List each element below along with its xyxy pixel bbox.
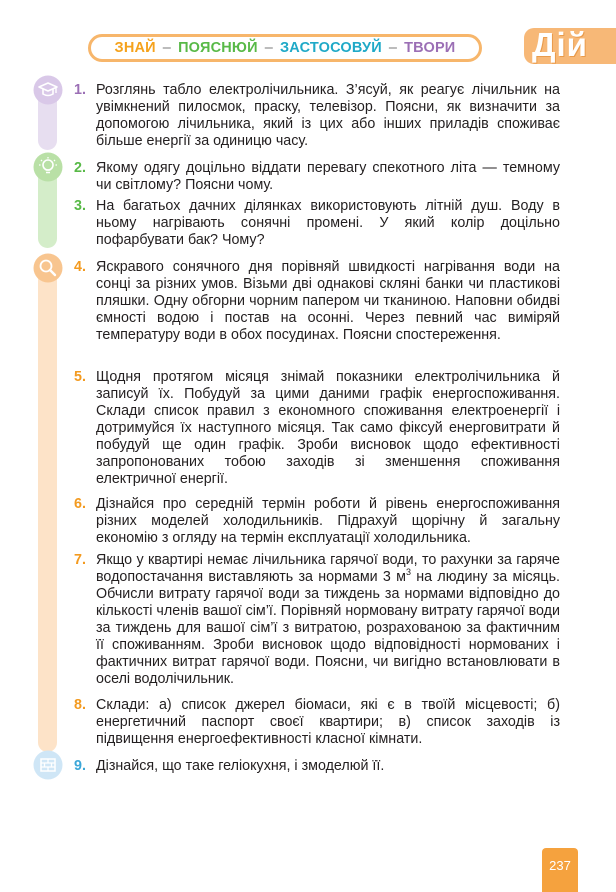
task-text: На багатьох дачних ділянках використовують літній душ. Воду в ньому нагрівають сонячні промені. У який колір доцільно пофарбувати бак? Чому? bbox=[96, 198, 560, 248]
task-text: Якому одягу доцільно віддати перевагу спекотного літа — темному чи світлому? Поясни чому. bbox=[96, 160, 560, 193]
task-number: 9. bbox=[74, 758, 86, 774]
task-text bbox=[96, 552, 560, 688]
superscript-cubed: 3 bbox=[405, 567, 411, 578]
task-text-part: Якщо у квартирі немає лічильника гарячої води, то рахунки за гаряче водопостачання виставляють за нормами 3 м bbox=[96, 552, 560, 585]
banner-word-explain: ПОЯСНЮЙ bbox=[178, 40, 258, 56]
task-item bbox=[74, 160, 560, 194]
task-item bbox=[74, 82, 560, 150]
task-item bbox=[74, 552, 560, 688]
task-text: Розглянь табло електролічильника. З’ясуй, як реагує лічильник на увімкнений пилосмок, праску, телевізор. Поясни, як визначити за допомогою лічильника, який із цих або інших приладів споживає більше енергії за одиницю часу. bbox=[96, 82, 560, 149]
task-item bbox=[74, 758, 560, 775]
lightbulb-icon bbox=[33, 152, 63, 182]
bricks-icon bbox=[33, 750, 63, 780]
banner-separator: – bbox=[388, 40, 398, 56]
section-tab-label: Дій bbox=[532, 26, 588, 63]
section-banner bbox=[88, 34, 482, 62]
banner-word-know: ЗНАЙ bbox=[114, 40, 156, 56]
banner-word-apply: ЗАСТОСОВУЙ bbox=[279, 40, 382, 56]
task-text: Дізнайся, що таке геліокухня, і змоделюй її. bbox=[96, 758, 385, 774]
task-number: 3. bbox=[74, 198, 86, 214]
task-number: 1. bbox=[74, 82, 86, 98]
task-number: 8. bbox=[74, 697, 86, 713]
task-text: Щодня протягом місяця знімай показники електролічильника й записуй їх. Побудуй за цими даними графік енергоспоживання. Склади список правил з економного споживання електроенергії і дотримуйся їх наступного місяця. Так само фіксуй енерговитрати й побудуй ще один графік. Зроби висновок щодо ефективності запропонованих тобою заходів зі зменшення споживання електричної енергії. bbox=[96, 369, 560, 487]
task-text: Яскравого сонячного дня порівняй швидкості нагрівання води на сонці за різних умов. Візьми дві однакові скляні банки чи пластикові пляшки. Одну обгорни чорним папером чи тканиною. Наповни обидві ємності водою і постав на осонні. Через певний час виміряй температуру води в обох посудинах. Поясни спостереження. bbox=[96, 259, 560, 343]
task-number: 7. bbox=[74, 552, 86, 568]
task-text: Склади: а) список джерел біомаси, які є в твоїй місцевості; б) енергетичний паспорт своєї квартири; в) список заходів із підвищення енергоефективності класної кімнати. bbox=[96, 697, 560, 747]
banner-separator: – bbox=[264, 40, 273, 56]
banner-word-create: ТВОРИ bbox=[404, 40, 456, 56]
graduation-cap-icon bbox=[33, 75, 63, 105]
task-item bbox=[74, 697, 560, 748]
task-item bbox=[74, 496, 560, 547]
page-number: 237 bbox=[542, 848, 578, 892]
task-text: Дізнайся про середній термін роботи й рівень енергоспоживання різних моделей холодильників. Підрахуй щорічну й загальну економію з огляду на термін експлуатації холодильника. bbox=[96, 496, 560, 546]
task-item bbox=[74, 198, 560, 249]
task-number: 5. bbox=[74, 369, 86, 385]
task-number: 4. bbox=[74, 259, 86, 275]
task-number: 2. bbox=[74, 160, 86, 176]
banner-separator: – bbox=[162, 40, 172, 56]
magnifier-icon bbox=[33, 253, 63, 283]
task-text-part: на людину за місяць. Обчисли витрату гарячої води за тиждень за нормами відповідно до кількості членів вашої сім’ї. Порівняй нормовану витрату гарячої води за тиждень для вашої сім’ї з витратою, розрахованою за фактичним її споживанням. Зроби висновок щодо відповідності нормованих і фактичних витрат гарячої води. Поясни, чи вигідно встановлювати в оселі водолічильник. bbox=[96, 569, 561, 687]
task-item bbox=[74, 259, 560, 344]
task-number: 6. bbox=[74, 496, 86, 512]
apply-level-bar bbox=[38, 256, 57, 752]
task-item bbox=[74, 369, 560, 488]
